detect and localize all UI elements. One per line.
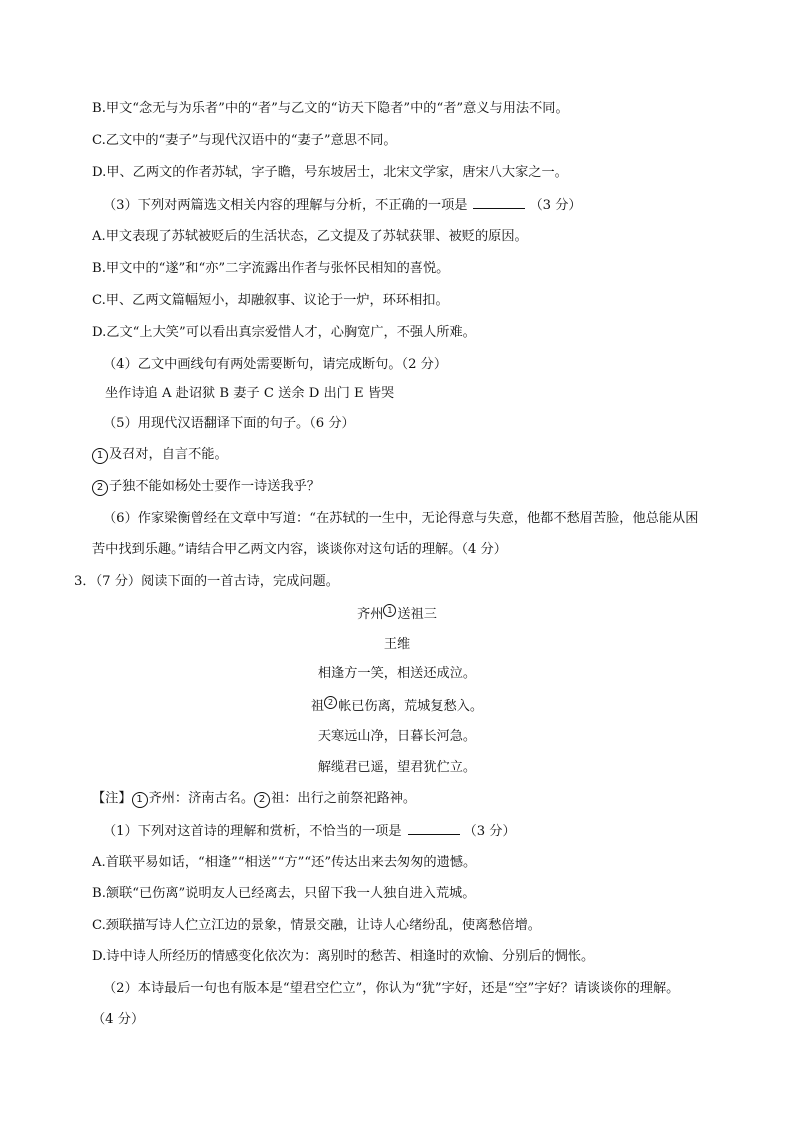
question-5-item-1 xyxy=(92,446,228,464)
circled-number-2: 2 xyxy=(324,696,337,709)
poem-line-4: 解缆君已遥，望君犹伫立。 xyxy=(317,760,477,775)
section-3-heading: 3．（7 分）阅读下面的一首古诗，完成问题。 xyxy=(74,574,339,589)
poem-line-2-part-1: 祖 xyxy=(310,699,325,714)
circled-number-1: 1 xyxy=(92,448,108,464)
poem-line-2-part-2: 帐已伤离，荒城复愁入。 xyxy=(338,699,484,714)
poem-note xyxy=(92,790,416,808)
poem-question-1-stem xyxy=(103,822,516,841)
poem-question-1-option-c: C.颈联描写诗人伫立江边的景象，情景交融，让诗人心绪纷乱，使离愁倍增。 xyxy=(92,918,541,933)
question-3-option-d: D.乙文“上大笑”可以看出真宗爱惜人才，心胸宽广，不强人所难。 xyxy=(92,325,476,340)
poem-title-part-1: 齐州 xyxy=(357,607,384,622)
poem-title xyxy=(0,604,794,624)
poem-question-2-line-2: （4 分） xyxy=(92,1012,145,1027)
question-3-stem xyxy=(103,196,582,215)
poem-question-1-option-b: B.颔联“已伤离”说明友人已经离去，只留下我一人独自进入荒城。 xyxy=(92,886,476,901)
question-3-option-b: B.甲文中的“遂”和“亦”二字流露出作者与张怀民相知的喜悦。 xyxy=(92,261,450,276)
question-3-score: （3 分） xyxy=(529,198,582,213)
poem-line-3: 天寒远山净，日暮长河急。 xyxy=(317,729,477,744)
answer-blank[interactable] xyxy=(473,196,525,209)
question-3-option-a: A.甲文表现了苏轼被贬后的生活状态，乙文提及了苏轼获罪、被贬的原因。 xyxy=(92,229,528,244)
question-6-line-1: （6）作家梁衡曾经在文章中写道：“在苏轼的一生中，无论得意与失意，他都不愁眉苦脸，他总能从困 xyxy=(103,511,699,526)
question-4-stem: （4）乙文中画线句有两处需要断句，请完成断句。（2 分） xyxy=(103,357,448,372)
question-5-stem: （5）用现代汉语翻译下面的句子。（6 分） xyxy=(103,416,355,431)
note-text-2: 祖：出行之前祭祀路神。 xyxy=(271,791,417,806)
question-3-text: （3）下列对两篇选文相关内容的理解与分析，不正确的一项是 xyxy=(103,198,468,213)
poem-title-part-2: 送祖三 xyxy=(397,607,437,622)
option-b-text: B.甲文“念无与为乐者”中的“者”与乙文的“访天下隐者”中的“者”意义与用法不同。 xyxy=(92,101,569,116)
question-4-sentence: 坐作诗追 A 赴诏狱 B 妻子 C 送余 D 出门 E 皆哭 xyxy=(105,386,395,401)
note-prefix: 【注】 xyxy=(92,791,132,806)
option-d-text: D.甲、乙两文的作者苏轼，字子瞻，号东坡居士，北宋文学家，唐宋八大家之一。 xyxy=(92,165,568,180)
poem-question-1-option-d: D.诗中诗人所经历的情感变化依次为：离别时的愁苦、相逢时的欢愉、分别后的惆怅。 xyxy=(92,949,595,964)
poem-question-1-text: （1）下列对这首诗的理解和赏析，不恰当的一项是 xyxy=(103,824,402,839)
poem-question-2-line-1: （2）本诗最后一句也有版本是“望君空伫立”，你认为“犹”字好，还是“空”字好？请谈谈你的理解。 xyxy=(103,981,680,996)
question-5-item-2 xyxy=(92,478,320,496)
poem-question-1-option-a: A.首联平易如话，“相逢”“相送”“方”“还”传达出来去匆匆的遗憾。 xyxy=(92,855,477,870)
circled-number-1: 1 xyxy=(132,792,148,808)
question-5-item-2-text: 子独不能如杨处士要作一诗送我乎？ xyxy=(109,479,320,494)
question-3-option-c: C.甲、乙两文篇幅短小，却融叙事、议论于一炉，环环相扣。 xyxy=(92,293,449,308)
question-6-line-2: 苦中找到乐趣。”请结合甲乙两文内容，谈谈你对这句话的理解。（4 分） xyxy=(92,542,507,557)
option-c-text: C.乙文中的“妻子”与现代汉语中的“妻子”意思不同。 xyxy=(92,133,397,148)
poem-line-2 xyxy=(0,696,794,716)
circled-number-2: 2 xyxy=(254,792,270,808)
answer-blank[interactable] xyxy=(408,822,460,835)
circled-number-2: 2 xyxy=(92,480,108,496)
note-text-1: 齐州：济南古名。 xyxy=(148,791,255,806)
question-5-item-1-text: 及召对，自言不能。 xyxy=(109,447,228,462)
poem-line-1: 相逢方一笑，相送还成泣。 xyxy=(317,666,477,681)
poem-question-1-score: （3 分） xyxy=(463,824,516,839)
poem-author: 王维 xyxy=(383,637,411,652)
circled-number-1: 1 xyxy=(383,604,396,617)
